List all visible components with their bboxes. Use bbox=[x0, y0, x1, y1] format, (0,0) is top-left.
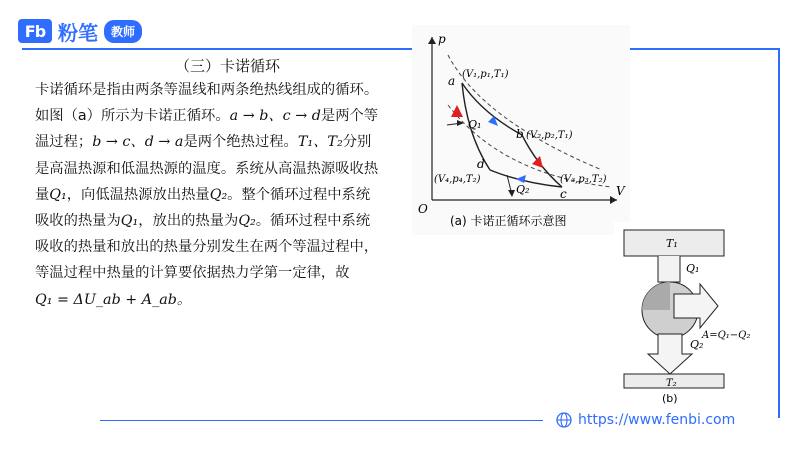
q2-label: Q₂ bbox=[516, 183, 530, 196]
para-line-3: 温过程；b → c、d → a是两个绝热过程。T₁、T₂分别 bbox=[35, 134, 372, 151]
para-line-1: 卡诺循环是指由两条等温线和两条绝热线组成的循环。 bbox=[35, 82, 379, 98]
q2-flow-label: Q₂ bbox=[690, 338, 704, 351]
para-line-9: Q₁ = ΔU_ab + A_ab。 bbox=[35, 291, 192, 308]
logo-name: 粉笔 bbox=[58, 20, 98, 45]
state-d-label: (V₄,p₄,T₂) bbox=[434, 174, 481, 185]
t1-label: T₁ bbox=[666, 237, 678, 250]
section-title: （三）卡诺循环 bbox=[175, 57, 281, 75]
point-d-label: d bbox=[477, 157, 485, 171]
work-label: A=Q₁−Q₂ bbox=[702, 330, 751, 341]
state-a-label: (V₁,p₁,T₁) bbox=[462, 69, 509, 80]
para-line-7: 吸收的热量和放出的热量分别发生在两个等温过程中， bbox=[35, 239, 379, 256]
point-c-label: c bbox=[560, 187, 567, 201]
figure-a-caption: (a) 卡诺正循环示意图 bbox=[450, 214, 567, 228]
globe-icon bbox=[556, 412, 572, 428]
logo-tag: 教师 bbox=[104, 20, 142, 43]
para-line-2: 如图（a）所示为卡诺正循环。a → b、c → d是两个等 bbox=[35, 108, 379, 125]
p-axis-label: p bbox=[438, 32, 446, 46]
para-line-4: 是高温热源和低温热源的温度。系统从高温热源吸收热 bbox=[35, 160, 379, 177]
v-axis-label: V bbox=[616, 184, 625, 198]
state-c-label: (V₃,p₃,T₂) bbox=[560, 174, 607, 185]
para-line-8: 等温过程中热量的计算要依据热力学第一定律，故 bbox=[35, 265, 350, 282]
point-a-label: a bbox=[448, 74, 456, 88]
footer-url[interactable] bbox=[556, 412, 735, 428]
figure-b-caption: (b) bbox=[662, 392, 678, 405]
frame-bottom-line bbox=[100, 420, 543, 421]
origin-label: O bbox=[418, 202, 428, 216]
point-b-label: b bbox=[516, 127, 524, 141]
carnot-pv-diagram bbox=[412, 25, 630, 235]
q1-label: Q₁ bbox=[468, 118, 482, 131]
fenbi-logo bbox=[18, 18, 142, 44]
url-text[interactable]: https://www.fenbi.com bbox=[578, 412, 736, 428]
state-b-label: (V₂,p₂,T₁) bbox=[526, 130, 573, 141]
heat-engine-diagram bbox=[614, 222, 764, 407]
para-line-5: 量Q₁，向低温热源放出热量Q₂。整个循环过程中系统 bbox=[35, 186, 371, 203]
t2-label: T₂ bbox=[666, 378, 677, 389]
para-line-6: 吸收的热量为Q₁，放出的热量为Q₂。循环过程中系统 bbox=[35, 213, 371, 230]
body-paragraph bbox=[35, 77, 407, 313]
frame-top-line bbox=[22, 48, 780, 50]
logo-mark: Fb bbox=[18, 19, 52, 43]
q1-flow-label: Q₁ bbox=[686, 262, 700, 275]
frame-right-line bbox=[778, 48, 780, 418]
